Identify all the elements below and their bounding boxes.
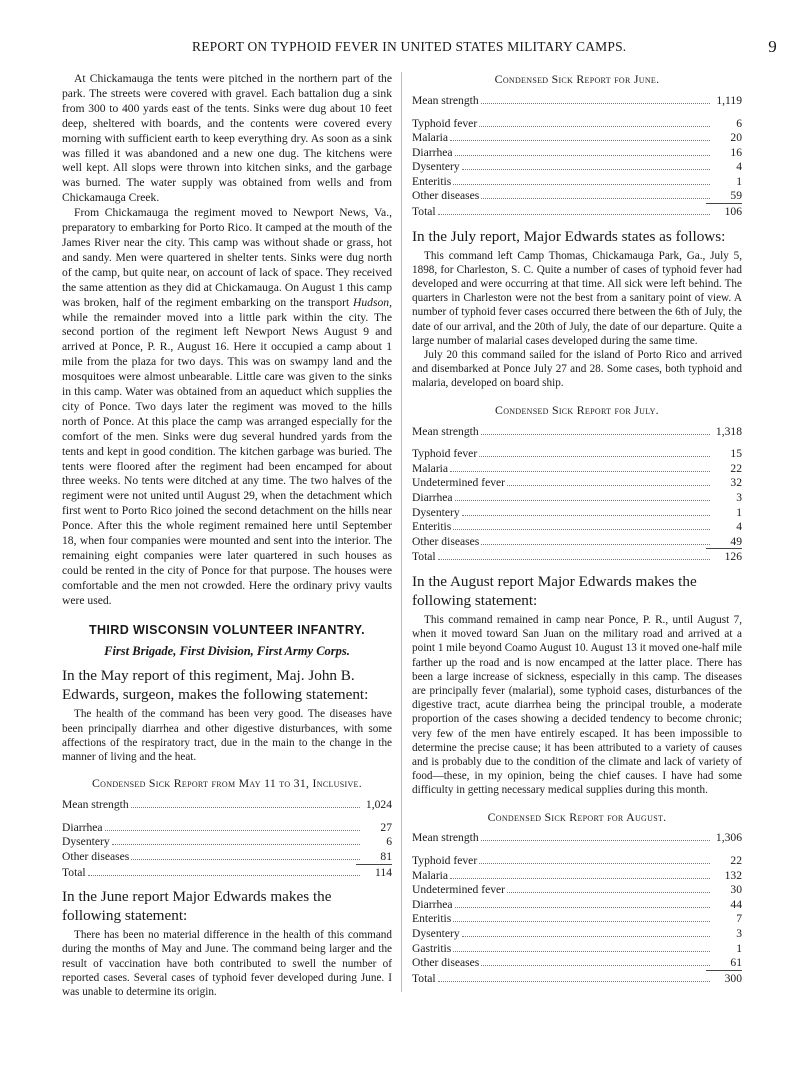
- july-intro: In the July report, Major Edwards states as follows:: [412, 227, 726, 245]
- total-row: Total 126: [412, 550, 742, 564]
- table-row: Malaria 22: [412, 461, 742, 475]
- unit-title: THIRD WISCONSIN VOLUNTEER INFANTRY.: [88, 622, 366, 637]
- table-row: Enteritis 7: [412, 912, 742, 926]
- table-row: Diarrhea 44: [412, 897, 742, 911]
- column-divider: [401, 72, 402, 992]
- june-statement: There has been no material difference in the health of this command during the months of May and June. The command being larger and the result of vaccination have both contributed to swell the number of reported cases. Several cases of typhoid fever developed during June. I was unable to determine its origin.: [62, 929, 392, 998]
- table-row: Enteritis 4: [412, 520, 742, 534]
- mean-strength-row: Mean strength 1,318: [412, 424, 742, 438]
- table-row: Typhoid fever 15: [412, 447, 742, 461]
- table-row: Malaria 20: [412, 131, 742, 145]
- table-row: Dysentery 1: [412, 505, 742, 519]
- table-row: Diarrhea 27: [62, 820, 392, 834]
- may-intro: In the May report of this regiment, Maj. John B. Edwards, surgeon, makes the following statement:: [62, 667, 369, 704]
- june-intro: In the June report Major Edwards makes the following statement:: [62, 888, 332, 925]
- table-row: Undetermined fever 30: [412, 883, 742, 897]
- table-row: Typhoid fever 6: [412, 116, 742, 130]
- mean-strength-row: Mean strength 1,119: [412, 93, 742, 107]
- table-row: Other diseases 49: [412, 534, 742, 548]
- page-header: [62, 37, 777, 57]
- july-statement-2: July 20 this command sailed for the island of Porto Rico and arrived and disembarked at Ponce July 27 and 28. Some cases, both typhoid and malaria, developed on board ship.: [412, 349, 742, 390]
- table-row: Enteritis 1: [412, 174, 742, 188]
- table-row: Typhoid fever 22: [412, 854, 742, 868]
- august-intro: In the August report Major Edwards makes the following statement:: [412, 572, 697, 609]
- ship-name: Hudson,: [353, 295, 392, 309]
- table-row: Dysentery 6: [62, 835, 392, 849]
- newport-news-paragraph: From Chickamauga the regiment moved to Newport News, Va., preparatory to embarking for Porto Rico. It camped at the mouth of the James River near the city. This camp was without shade or grass, hot and sandy. Men were quartered in shelter tents. Sinks were dug north of the camp, but quite near, on account of lack of space. They received the same attention as they did at Chickamauga. On August 1 this camp was broken, half of the regiment embarking on the transport Hudson, while the remainder moved into a little park within the city. The second portion of the regiment left Newport News August 9 and arrived at Ponce, P. R., August 16. Here it occupied a camp about 1 mile from the plaza for two days. This was on swampy land and the mosquitoes were almost unbearable. Little care was given to the sinks in this camp. Water was obtained from an aqueduct which supplies the city of Ponce. Two days later the regiment was moved to the hills north of Ponce. At this place the camp was arranged especially for the comfort of the men. Sinks were dug several hundred yards from the tents and kept in good condition. The kitchen garbage was buried. The tents were floored after the regiment had been encamped for about three weeks. No tents were ditched at any time. The two halves of the regiment were not united until August 29, when the detachment which first went to Porto Rico joined the second detachment on the hills near Ponce. After this the whole regiment remained here until September 18, when four companies were mounted and sent into the interior. The remaining eight companies were later quartered in such houses as could be rented in the city of Ponce for that purpose. The houses were comfortable and the men not crowded. Here the ordinary privy vaults were used.: [62, 206, 392, 607]
- table-row: Other diseases 81: [62, 849, 392, 863]
- table-row: Dysentery 3: [412, 927, 742, 941]
- report-title: Condensed Sick Report for August.: [487, 809, 667, 824]
- table-row: Undetermined fever 32: [412, 476, 742, 490]
- chickamauga-paragraph: At Chickamauga the tents were pitched in the northern part of the park. The streets were covered with gravel. Each battalion dug a sink from 300 to 400 yards east of the tents. Sinks were dug about 10 feet deep, sheltered with boards, and the contents were covered every morning with sufficient earth to keep everything dry. As soon as a sink was filled it was abandoned and a new one dug. The kitchens were well kept. All slops were thrown into kitchen sinks, and the garbage was burned. The water supply was obtained from wells and from Chickamauga Creek.: [62, 72, 392, 205]
- total-row: Total 300: [412, 971, 742, 985]
- mean-strength-row: Mean strength 1,024: [62, 798, 392, 812]
- table-row: Malaria 132: [412, 868, 742, 882]
- total-row: Total 114: [62, 865, 392, 879]
- june-sick-report: [412, 72, 742, 219]
- right-column: [412, 72, 742, 985]
- may-statement: The health of the command has been very good. The diseases have been principally diarrhea and other digestive disturbances, with some affections of the respiratory tract, due in the main to the change in the manner of living and the heat.: [62, 708, 392, 764]
- table-row: Other diseases 59: [412, 189, 742, 203]
- july-sick-report: [412, 403, 742, 564]
- table-row: Diarrhea 16: [412, 145, 742, 159]
- july-statement-1: This command left Camp Thomas, Chickamauga Park, Ga., July 5, 1898, for Charleston, S. C. Quite a number of cases of typhoid fever had developed and were occurring at that time. All sick were left behind. The quarters in Charleston were not the best from a sanitary point of view. A number of typhoid fever cases occurred there between the 6th of July, the date of our arrival, and the 20th of July, the date of our departure. Quite a large number of malarial cases developed during the same time.: [412, 249, 742, 347]
- table-row: Diarrhea 3: [412, 490, 742, 504]
- table-row: Gastritis 1: [412, 941, 742, 955]
- table-row: Dysentery 4: [412, 160, 742, 174]
- left-column: [62, 72, 392, 999]
- august-statement: This command remained in camp near Ponce, P. R., until August 7, when it moved toward San Juan on the military road and arrived at a point 1 mile beyond Coamo August 10. August 13 it moved one-half mile farther up the road and is now encamped at the latter place. There has been a large increase of sickness, especially in this camp. The diseases are principally fever (malarial), some typhoid cases, disturbances of the digestive tract, acute diarrhea being the principal trouble, a moderate proportion of the cases showing a decided tendency to become chronic; very few of the men have entirely escaped. It has been impossible to determine the precise cause; it has been attributed to a variety of causes and is probably due to the condition of the climate and lack of variety of food—these, in my opinion, being the chief causes. I have had some difficulty in getting necessary medical supplies during this month.: [412, 613, 742, 797]
- august-sick-report: [412, 810, 742, 986]
- may-sick-report: [62, 776, 392, 879]
- page-number: 9: [768, 37, 777, 56]
- table-row: Other diseases 61: [412, 956, 742, 970]
- unit-subtitle: First Brigade, First Division, First Army Corps.: [104, 643, 350, 658]
- report-title: Condensed Sick Report from May 11 to 31, Inclusive.: [92, 776, 362, 791]
- mean-strength-row: Mean strength 1,306: [412, 831, 742, 845]
- report-title: Condensed Sick Report for June.: [494, 72, 660, 86]
- report-title: Condensed Sick Report for July.: [495, 402, 659, 417]
- running-title: REPORT ON TYPHOID FEVER IN UNITED STATES MILITARY CAMPS.: [192, 39, 627, 54]
- total-row: Total 106: [412, 205, 742, 219]
